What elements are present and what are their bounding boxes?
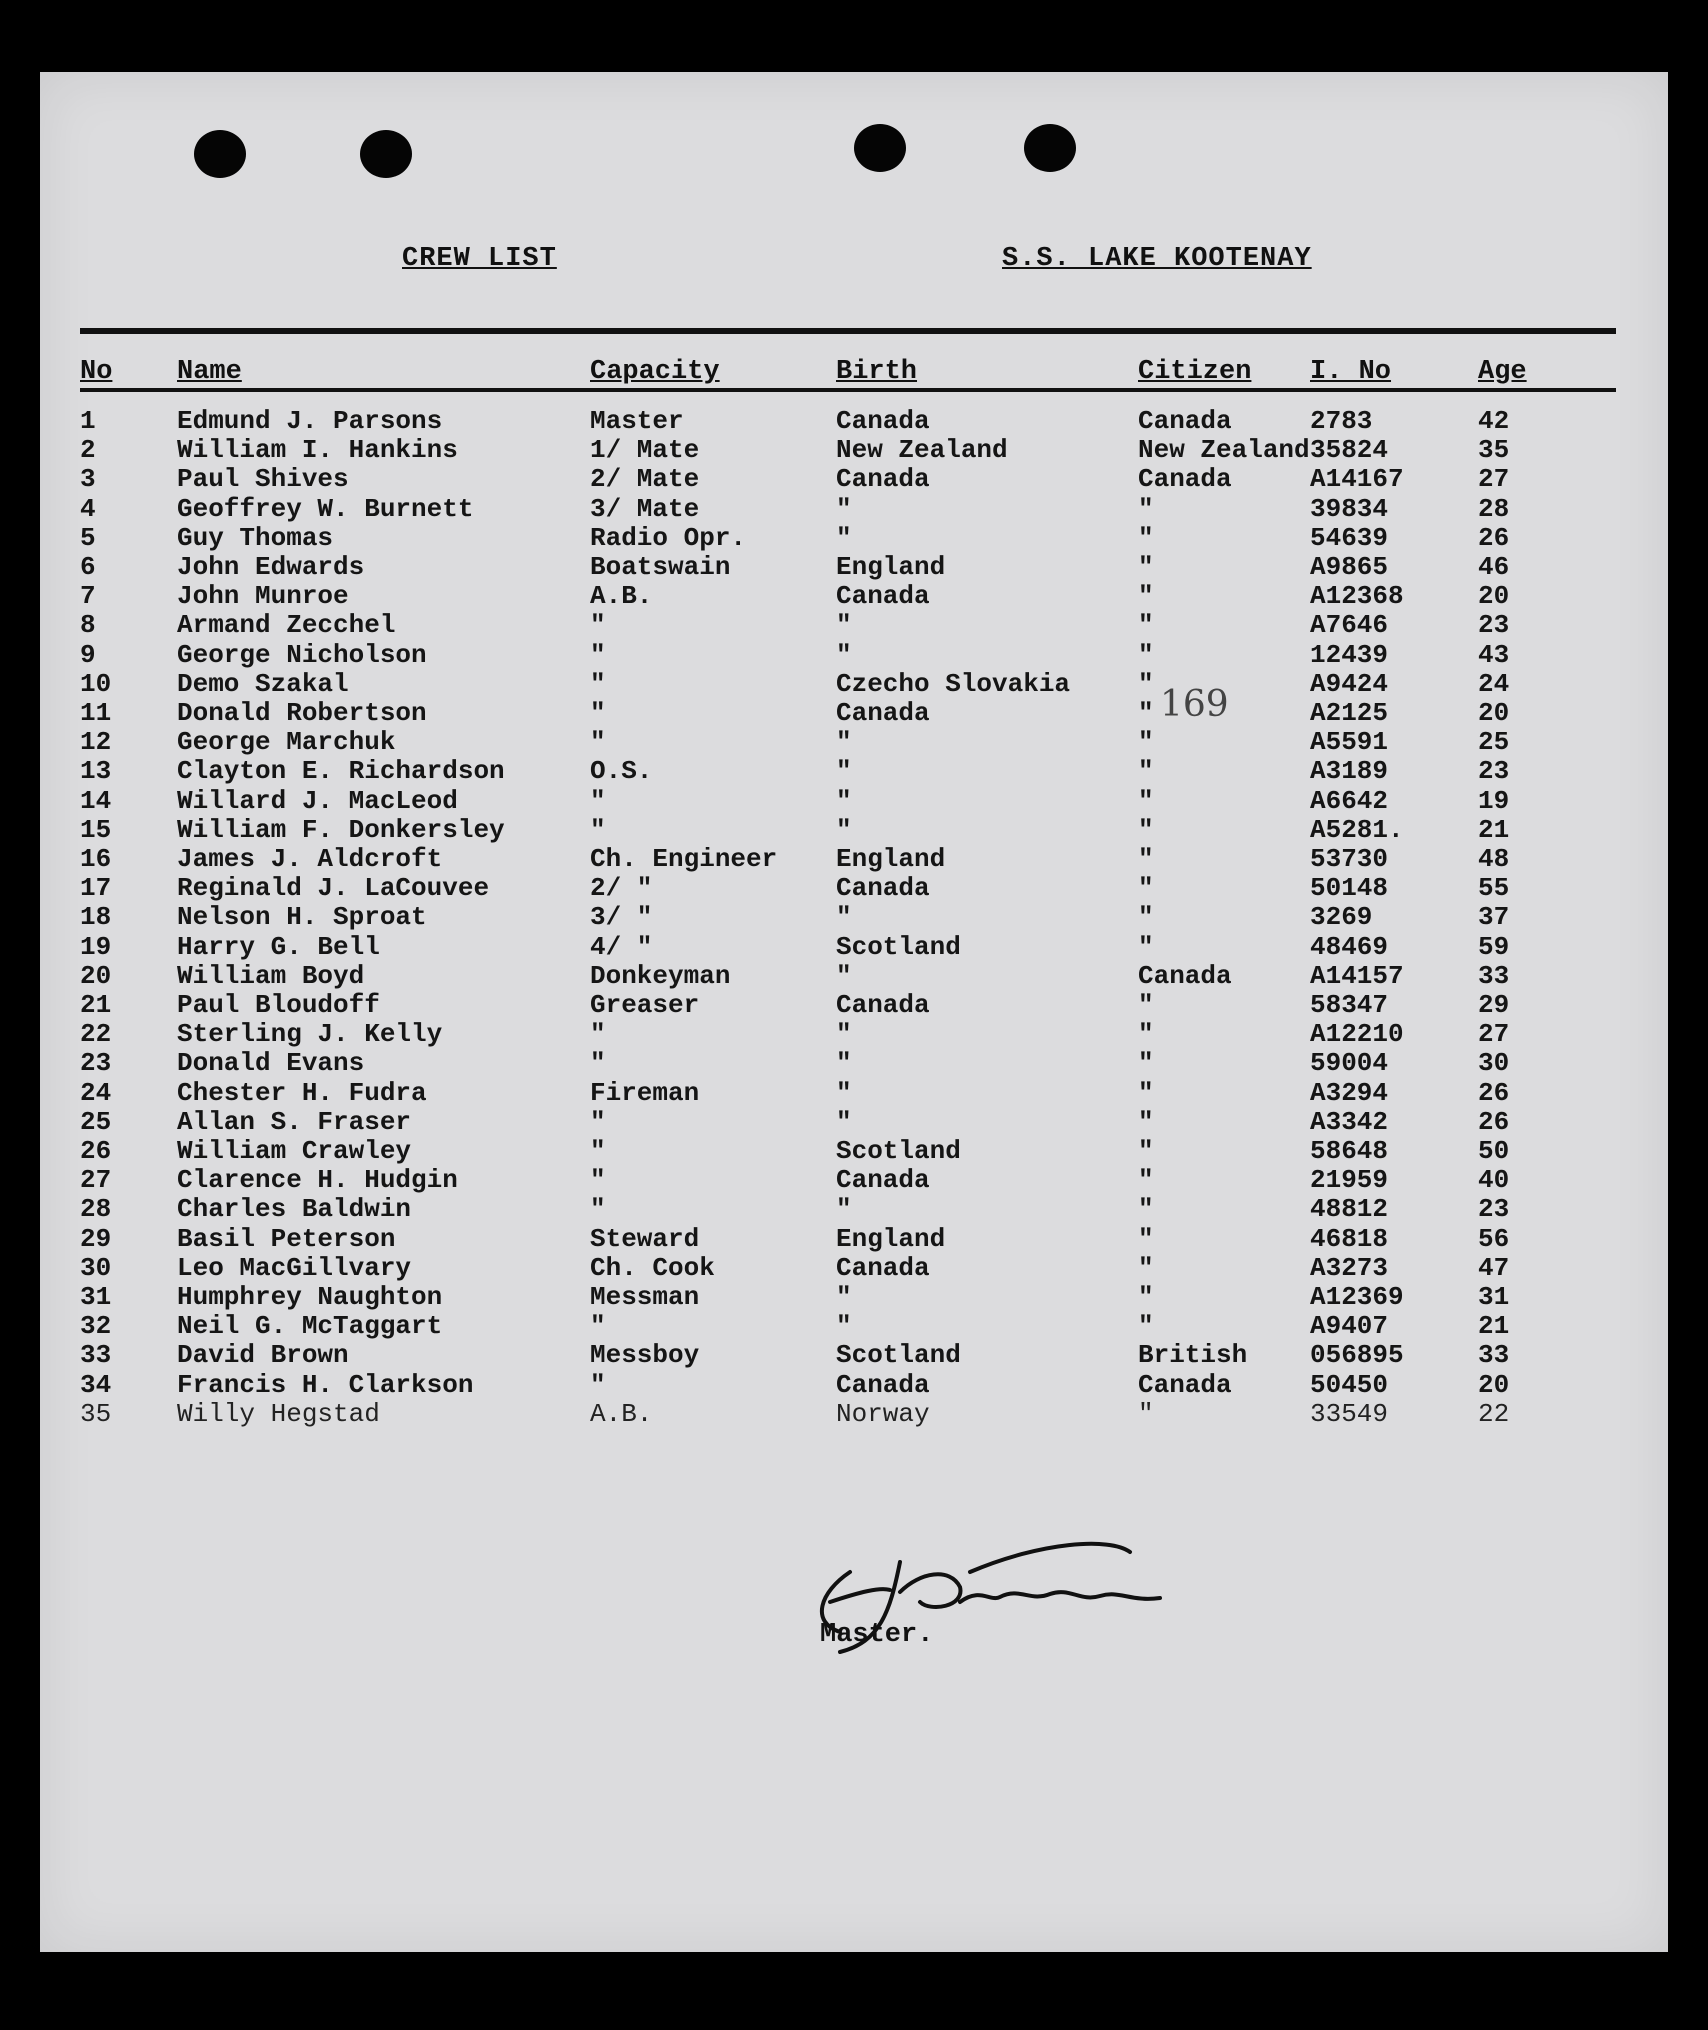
crew-birth: " [836, 814, 852, 845]
crew-no: 7 [80, 581, 96, 612]
table-row [40, 1165, 1668, 1194]
crew-capacity: " [590, 610, 606, 641]
crew-age: 27 [1478, 464, 1510, 495]
crew-no: 33 [80, 1340, 112, 1371]
crew-capacity: A.B. [590, 1398, 653, 1429]
crew-birth: " [836, 902, 852, 933]
crew-age: 33 [1478, 960, 1510, 991]
crew-capacity: Radio Opr. [590, 522, 747, 553]
crew-no: 9 [80, 639, 96, 670]
crew-age: 56 [1478, 1223, 1510, 1254]
crew-capacity: " [590, 668, 606, 699]
crew-citizen: Canada [1138, 464, 1232, 495]
header-age: Age [1478, 357, 1527, 387]
crew-id-no: 056895 [1310, 1340, 1404, 1371]
crew-capacity: O.S. [590, 756, 653, 787]
punch-hole [854, 124, 906, 172]
crew-id-no: A12210 [1310, 1019, 1404, 1050]
crew-citizen: " [1138, 902, 1154, 933]
crew-age: 21 [1478, 1311, 1510, 1342]
crew-name: Clarence H. Hudgin [177, 1165, 458, 1196]
crew-citizen: " [1138, 1223, 1154, 1254]
crew-id-no: 48469 [1310, 931, 1389, 962]
crew-citizen: " [1138, 1019, 1154, 1050]
table-row [40, 1194, 1668, 1223]
table-row [40, 873, 1668, 902]
crew-capacity: 1/ Mate [590, 435, 700, 466]
header-citizen: Citizen [1138, 357, 1252, 387]
crew-capacity: 2/ Mate [590, 464, 700, 495]
crew-citizen: " [1138, 990, 1154, 1020]
crew-no: 17 [80, 873, 112, 904]
crew-name: Demo Szakal [177, 668, 349, 699]
crew-no: 22 [80, 1019, 112, 1050]
crew-no: 1 [80, 406, 96, 436]
crew-id-no: 21959 [1310, 1165, 1389, 1196]
crew-birth: " [836, 1048, 852, 1079]
table-row [40, 494, 1668, 523]
crew-id-no: A2125 [1310, 698, 1389, 728]
crew-age: 19 [1478, 785, 1510, 816]
crew-name: Basil Peterson [177, 1223, 396, 1254]
crew-no: 20 [80, 960, 112, 991]
crew-id-no: 35824 [1310, 435, 1389, 466]
crew-citizen: Canada [1138, 406, 1232, 436]
crew-list-page [40, 72, 1668, 1952]
crew-capacity: " [590, 1136, 606, 1166]
crew-age: 42 [1478, 406, 1510, 436]
header-birth: Birth [836, 357, 918, 387]
crew-name: Charles Baldwin [177, 1194, 412, 1225]
crew-citizen: " [1138, 1106, 1154, 1137]
crew-capacity: Ch. Engineer [590, 844, 778, 874]
crew-no: 16 [80, 844, 112, 874]
table-row [40, 902, 1668, 931]
table-row [40, 815, 1668, 844]
crew-birth: " [836, 727, 852, 758]
crew-id-no: 3269 [1310, 902, 1373, 933]
crew-birth: " [836, 1077, 852, 1108]
crew-id-no: 59004 [1310, 1048, 1389, 1079]
crew-citizen: Canada [1138, 960, 1232, 991]
crew-no: 14 [80, 785, 112, 816]
crew-no: 18 [80, 902, 112, 933]
crew-id-no: A3273 [1310, 1252, 1389, 1283]
crew-citizen: New Zealand [1138, 435, 1310, 466]
crew-id-no: 50148 [1310, 873, 1389, 904]
crew-no: 30 [80, 1252, 112, 1283]
crew-no: 28 [80, 1194, 112, 1225]
crew-name: Leo MacGillvary [177, 1252, 412, 1283]
crew-age: 37 [1478, 902, 1510, 933]
table-row [40, 669, 1668, 698]
crew-no: 26 [80, 1136, 112, 1166]
crew-age: 26 [1478, 1077, 1510, 1108]
crew-no: 3 [80, 464, 96, 495]
signature-caption: Master. [820, 1620, 934, 1650]
crew-id-no: 46818 [1310, 1223, 1389, 1254]
crew-capacity: 2/ " [590, 873, 653, 904]
crew-birth: " [836, 493, 852, 524]
crew-no: 4 [80, 493, 96, 524]
top-rule [80, 328, 1616, 334]
crew-citizen: " [1138, 1311, 1154, 1342]
crew-age: 43 [1478, 639, 1510, 670]
crew-birth: " [836, 960, 852, 991]
crew-citizen: " [1138, 522, 1154, 553]
crew-capacity: Master [590, 406, 684, 436]
crew-capacity: " [590, 727, 606, 758]
table-row [40, 990, 1668, 1019]
crew-capacity: Messboy [590, 1340, 700, 1371]
crew-citizen: " [1138, 1252, 1154, 1283]
crew-id-no: 53730 [1310, 844, 1389, 874]
header-id-no: I. No [1310, 357, 1392, 387]
crew-capacity: " [590, 1019, 606, 1050]
table-row [40, 1370, 1668, 1399]
header-name: Name [177, 357, 242, 387]
crew-age: 33 [1478, 1340, 1510, 1371]
crew-capacity: Ch. Cook [590, 1252, 715, 1283]
table-row [40, 1019, 1668, 1048]
crew-no: 25 [80, 1106, 112, 1137]
table-row [40, 406, 1668, 435]
crew-age: 46 [1478, 552, 1510, 582]
crew-citizen: " [1138, 698, 1154, 728]
crew-name: Nelson H. Sproat [177, 902, 427, 933]
header-no: No [80, 357, 113, 387]
crew-name: Reginald J. LaCouvee [177, 873, 490, 904]
crew-no: 21 [80, 990, 112, 1020]
table-row [40, 640, 1668, 669]
crew-no: 23 [80, 1048, 112, 1079]
crew-age: 20 [1478, 581, 1510, 612]
crew-citizen: " [1138, 931, 1154, 962]
crew-id-no: A3342 [1310, 1106, 1389, 1137]
crew-birth: England [836, 844, 946, 874]
crew-name: William Boyd [177, 960, 365, 991]
table-row [40, 698, 1668, 727]
crew-birth: Canada [836, 464, 930, 495]
crew-citizen: " [1138, 610, 1154, 641]
crew-birth: " [836, 1194, 852, 1225]
crew-age: 21 [1478, 814, 1510, 845]
table-row [40, 464, 1668, 493]
crew-name: George Nicholson [177, 639, 427, 670]
crew-id-no: 58648 [1310, 1136, 1389, 1166]
table-row [40, 1282, 1668, 1311]
crew-citizen: British [1138, 1340, 1248, 1371]
crew-name: Francis H. Clarkson [177, 1369, 474, 1400]
crew-birth: England [836, 1223, 946, 1254]
crew-no: 31 [80, 1282, 112, 1312]
crew-age: 26 [1478, 522, 1510, 553]
punch-hole [1024, 124, 1076, 172]
crew-birth: " [836, 1106, 852, 1137]
crew-age: 20 [1478, 1369, 1510, 1400]
crew-no: 8 [80, 610, 96, 641]
crew-age: 59 [1478, 931, 1510, 962]
crew-id-no: A5591 [1310, 727, 1389, 758]
crew-citizen: Canada [1138, 1369, 1232, 1400]
crew-age: 47 [1478, 1252, 1510, 1283]
crew-capacity: Greaser [590, 990, 700, 1020]
header-capacity: Capacity [590, 357, 720, 387]
table-row [40, 1136, 1668, 1165]
crew-no: 32 [80, 1311, 112, 1342]
crew-capacity: A.B. [590, 581, 653, 612]
table-row [40, 1048, 1668, 1077]
crew-birth: Canada [836, 581, 930, 612]
crew-age: 40 [1478, 1165, 1510, 1196]
crew-name: John Munroe [177, 581, 349, 612]
crew-name: William Crawley [177, 1136, 412, 1166]
crew-name: William F. Donkersley [177, 814, 505, 845]
crew-no: 35 [80, 1398, 112, 1429]
crew-no: 29 [80, 1223, 112, 1254]
crew-age: 22 [1478, 1398, 1510, 1429]
crew-age: 35 [1478, 435, 1510, 466]
crew-no: 19 [80, 931, 112, 962]
crew-citizen: " [1138, 1048, 1154, 1079]
crew-age: 30 [1478, 1048, 1510, 1079]
crew-id-no: A9865 [1310, 552, 1389, 582]
crew-citizen: " [1138, 727, 1154, 758]
crew-id-no: 12439 [1310, 639, 1389, 670]
crew-id-no: 39834 [1310, 493, 1389, 524]
crew-age: 23 [1478, 1194, 1510, 1225]
crew-capacity: Steward [590, 1223, 700, 1254]
crew-name: Edmund J. Parsons [177, 406, 443, 436]
crew-age: 50 [1478, 1136, 1510, 1166]
crew-citizen: " [1138, 785, 1154, 816]
crew-no: 2 [80, 435, 96, 466]
crew-birth: " [836, 522, 852, 553]
crew-birth: Scotland [836, 1340, 961, 1371]
crew-name: Geoffrey W. Burnett [177, 493, 474, 524]
crew-citizen: " [1138, 1165, 1154, 1196]
crew-name: Willy Hegstad [177, 1398, 380, 1429]
crew-citizen: " [1138, 581, 1154, 612]
crew-capacity: " [590, 698, 606, 728]
crew-birth: England [836, 552, 946, 582]
crew-capacity: " [590, 1048, 606, 1079]
crew-birth: " [836, 1019, 852, 1050]
master-signature [780, 1532, 1340, 1672]
crew-age: 23 [1478, 610, 1510, 641]
crew-birth: New Zealand [836, 435, 1008, 466]
punch-hole [360, 130, 412, 178]
crew-age: 26 [1478, 1106, 1510, 1137]
crew-citizen: " [1138, 639, 1154, 670]
crew-birth: Canada [836, 990, 930, 1020]
crew-no: 12 [80, 727, 112, 758]
table-row [40, 523, 1668, 552]
crew-birth: Norway [836, 1398, 930, 1429]
crew-no: 10 [80, 668, 112, 699]
crew-no: 11 [80, 698, 112, 728]
table-row [40, 727, 1668, 756]
crew-capacity: " [590, 814, 606, 845]
crew-birth: Canada [836, 1165, 930, 1196]
crew-capacity: Boatswain [590, 552, 731, 582]
table-row [40, 1107, 1668, 1136]
crew-citizen: " [1138, 814, 1154, 845]
table-row [40, 756, 1668, 785]
crew-no: 5 [80, 522, 96, 553]
crew-name: William I. Hankins [177, 435, 458, 466]
crew-age: 24 [1478, 668, 1510, 699]
crew-capacity: 4/ " [590, 931, 653, 962]
crew-id-no: A3294 [1310, 1077, 1389, 1108]
crew-age: 31 [1478, 1282, 1510, 1312]
crew-capacity: " [590, 1369, 606, 1400]
crew-birth: " [836, 1282, 852, 1312]
crew-no: 6 [80, 552, 96, 582]
crew-name: Clayton E. Richardson [177, 756, 505, 787]
table-row [40, 1253, 1668, 1282]
crew-capacity: Donkeyman [590, 960, 731, 991]
table-row [40, 1224, 1668, 1253]
crew-id-no: A14157 [1310, 960, 1404, 991]
header-rule [80, 388, 1616, 392]
table-row [40, 435, 1668, 464]
crew-capacity: " [590, 639, 606, 670]
crew-no: 24 [80, 1077, 112, 1108]
table-row [40, 786, 1668, 815]
crew-capacity: Fireman [590, 1077, 700, 1108]
crew-citizen: " [1138, 844, 1154, 874]
crew-id-no: 2783 [1310, 406, 1373, 436]
table-row [40, 552, 1668, 581]
crew-name: Harry G. Bell [177, 931, 380, 962]
crew-citizen: " [1138, 873, 1154, 904]
crew-age: 23 [1478, 756, 1510, 787]
crew-age: 25 [1478, 727, 1510, 758]
crew-capacity: " [590, 1106, 606, 1137]
table-row [40, 1078, 1668, 1107]
crew-birth: Canada [836, 873, 930, 904]
crew-capacity: Messman [590, 1282, 700, 1312]
ship-name: S.S. LAKE KOOTENAY [1002, 244, 1312, 274]
crew-citizen: " [1138, 1136, 1154, 1166]
crew-id-no: A5281. [1310, 814, 1404, 845]
crew-id-no: A12368 [1310, 581, 1404, 612]
crew-name: Humphrey Naughton [177, 1282, 443, 1312]
crew-name: Guy Thomas [177, 522, 334, 553]
crew-birth: Canada [836, 698, 930, 728]
crew-id-no: A9424 [1310, 668, 1389, 699]
crew-id-no: 58347 [1310, 990, 1389, 1020]
crew-citizen: " [1138, 1282, 1154, 1312]
crew-birth: Canada [836, 1369, 930, 1400]
crew-no: 27 [80, 1165, 112, 1196]
crew-capacity: " [590, 785, 606, 816]
crew-citizen: " [1138, 1077, 1154, 1108]
crew-birth: Canada [836, 1252, 930, 1283]
crew-id-no: 50450 [1310, 1369, 1389, 1400]
crew-name: John Edwards [177, 552, 365, 582]
crew-citizen: " [1138, 1194, 1154, 1225]
crew-age: 48 [1478, 844, 1510, 874]
crew-name: James J. Aldcroft [177, 844, 443, 874]
crew-age: 28 [1478, 493, 1510, 524]
crew-birth: " [836, 756, 852, 787]
crew-id-no: 33549 [1310, 1398, 1389, 1429]
crew-id-no: A14167 [1310, 464, 1404, 495]
crew-age: 20 [1478, 698, 1510, 728]
crew-citizen: " [1138, 493, 1154, 524]
crew-id-no: 48812 [1310, 1194, 1389, 1225]
crew-birth: Czecho Slovakia [836, 668, 1071, 699]
crew-age: 55 [1478, 873, 1510, 904]
crew-capacity: " [590, 1194, 606, 1225]
crew-no: 13 [80, 756, 112, 787]
crew-birth: " [836, 639, 852, 670]
punch-hole [194, 130, 246, 178]
crew-name: Donald Evans [177, 1048, 365, 1079]
crew-name: Donald Robertson [177, 698, 427, 728]
crew-capacity: 3/ " [590, 902, 653, 933]
crew-id-no: A3189 [1310, 756, 1389, 787]
table-row [40, 844, 1668, 873]
crew-no: 15 [80, 814, 112, 845]
crew-capacity: " [590, 1165, 606, 1196]
crew-name: Paul Bloudoff [177, 990, 380, 1020]
crew-id-no: A9407 [1310, 1311, 1389, 1342]
crew-birth: Canada [836, 406, 930, 436]
crew-id-no: A6642 [1310, 785, 1389, 816]
crew-name: Allan S. Fraser [177, 1106, 412, 1137]
document-title: CREW LIST [402, 244, 557, 274]
crew-birth: " [836, 610, 852, 641]
crew-capacity: " [590, 1311, 606, 1342]
table-row [40, 581, 1668, 610]
crew-citizen: " [1138, 1398, 1154, 1429]
table-row [40, 961, 1668, 990]
crew-name: Neil G. McTaggart [177, 1311, 443, 1342]
crew-age: 27 [1478, 1019, 1510, 1050]
crew-name: Sterling J. Kelly [177, 1019, 443, 1050]
crew-name: David Brown [177, 1340, 349, 1371]
crew-name: Paul Shives [177, 464, 349, 495]
crew-citizen: " [1138, 552, 1154, 582]
stamp-number: 169 [1160, 684, 1229, 725]
crew-capacity: 3/ Mate [590, 493, 700, 524]
crew-name: Chester H. Fudra [177, 1077, 427, 1108]
crew-id-no: A7646 [1310, 610, 1389, 641]
crew-name: Willard J. MacLeod [177, 785, 458, 816]
crew-birth: " [836, 1311, 852, 1342]
crew-citizen: " [1138, 756, 1154, 787]
crew-birth: " [836, 785, 852, 816]
crew-id-no: A12369 [1310, 1282, 1404, 1312]
crew-name: Armand Zecchel [177, 610, 396, 641]
table-row [40, 610, 1668, 639]
crew-citizen: " [1138, 668, 1154, 699]
crew-id-no: 54639 [1310, 522, 1389, 553]
crew-birth: Scotland [836, 1136, 961, 1166]
table-row [40, 1399, 1668, 1428]
crew-age: 29 [1478, 990, 1510, 1020]
crew-name: George Marchuk [177, 727, 396, 758]
crew-no: 34 [80, 1369, 112, 1400]
table-row [40, 932, 1668, 961]
crew-birth: Scotland [836, 931, 961, 962]
table-row [40, 1311, 1668, 1340]
table-row [40, 1340, 1668, 1369]
